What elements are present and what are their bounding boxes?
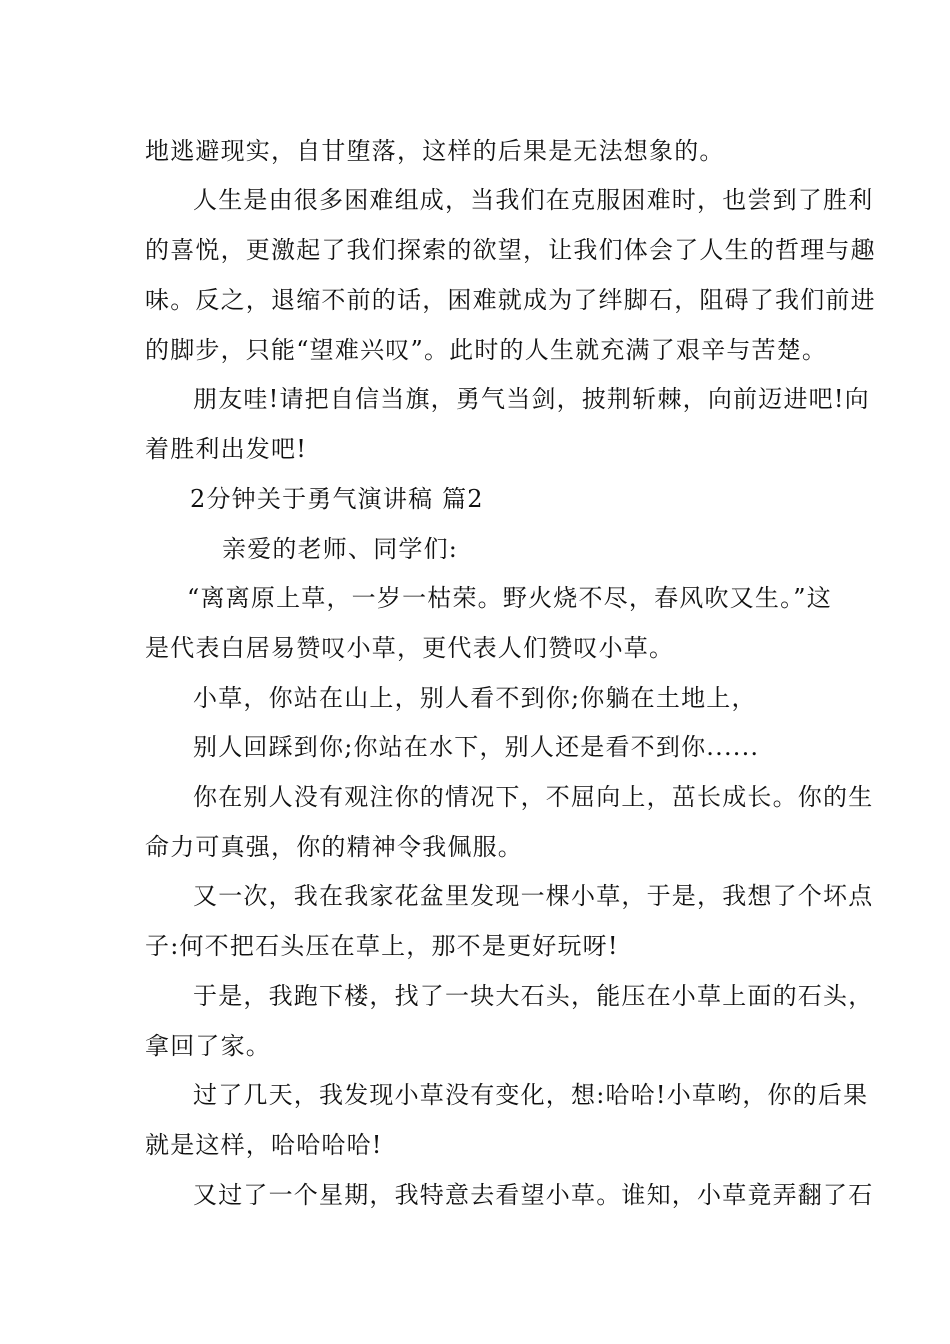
text-line: 的喜悦，更激起了我们探索的欲望，让我们体会了人生的哲理与趣 [145, 236, 876, 264]
text-line: 你在别人没有观注你的情况下，不屈向上，茁长成长。你的生 [193, 783, 874, 811]
text-line: 于是，我跑下楼，找了一块大石头，能压在小草上面的石头， [193, 982, 874, 1010]
text-line: 的脚步，只能“望难兴叹”。此时的人生就充满了艰辛与苦楚。 [145, 336, 828, 364]
text-line: 又一次，我在我家花盆里发现一棵小草，于是，我想了个坏点 [193, 882, 874, 910]
text-line: 子:何不把石头压在草上，那不是更好玩呀! [145, 932, 619, 960]
text-line: 人生是由很多困难组成，当我们在克服困难时，也尝到了胜利 [193, 186, 874, 214]
text-line: 别人回踩到你;你站在水下，别人还是看不到你...... [193, 733, 760, 761]
text-line: 小草，你站在山上，别人看不到你;你躺在土地上， [193, 684, 757, 712]
text-line: 着胜利出发吧! [145, 435, 308, 463]
text-line: 味。反之，退缩不前的话，困难就成为了绊脚石，阻碍了我们前进 [145, 286, 876, 314]
text-line: 拿回了家。 [145, 1032, 271, 1060]
text-line: 就是这样，哈哈哈哈! [145, 1131, 383, 1159]
text-line: “离离原上草，一岁一枯荣。野火烧不尽，春风吹又生。”这 [187, 584, 832, 612]
section-heading: 2分钟关于勇气演讲稿 篇2 [190, 485, 484, 513]
text-line: 命力可真强，你的精神令我佩服。 [145, 833, 523, 861]
text-line: 朋友哇!请把自信当旗，勇气当剑，披荆斩棘，向前迈进吧!向 [193, 385, 870, 413]
salutation: 亲爱的老师、同学们: [222, 535, 459, 563]
text-line: 又过了一个星期，我特意去看望小草。谁知，小草竟弄翻了石 [193, 1181, 874, 1209]
text-line: 地逃避现实，自甘堕落，这样的后果是无法想象的。 [145, 137, 725, 165]
text-line: 是代表白居易赞叹小草，更代表人们赞叹小草。 [145, 634, 675, 662]
text-line: 过了几天，我发现小草没有变化，想:哈哈!小草哟，你的后果 [193, 1081, 869, 1109]
